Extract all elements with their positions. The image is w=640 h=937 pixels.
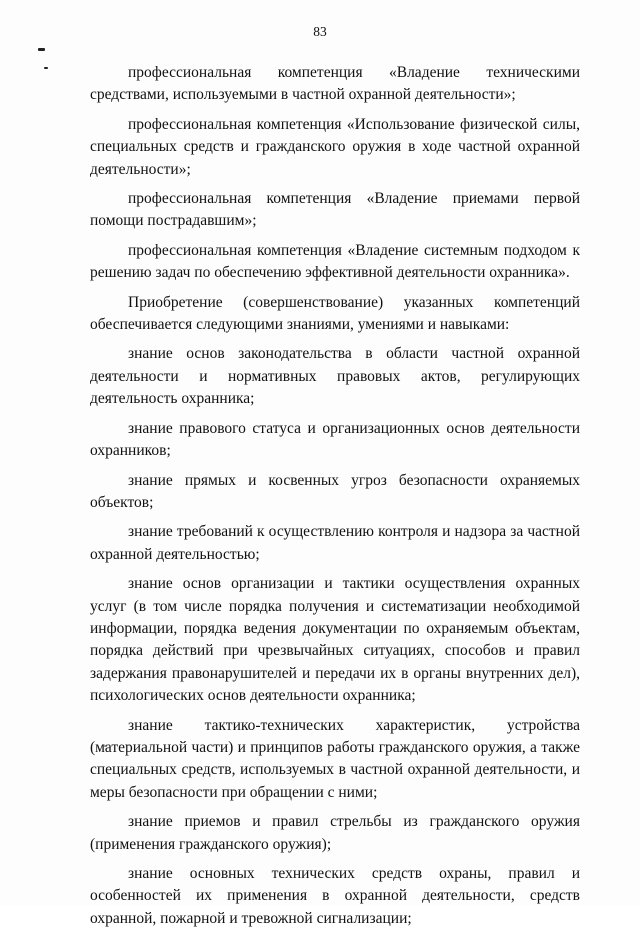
paragraph: знание приемов и правил стрельбы из гражданского оружия (применения гражданского оружия); <box>90 813 580 853</box>
paragraph: профессиональная компетенция «Владение техническими средствами, используемыми в частной охранной деятельности»; <box>90 64 580 104</box>
paragraph: знание тактико-технических характеристик, устройства (материальной части) и принципов работы гражданского оружия, а также специальных средств, используемых в частной охранной деятельности, и меры безопасности при обращении с ними; <box>90 716 580 801</box>
paragraph: знание основ организации и тактики осуществления охранных услуг (в том числе порядка получения и систематизации необходимой информации, порядка ведения документации по охраняемым объектам, порядка действий при чрезвычайных ситуациях, способов и правил задержания правонарушителей и передачи их в органы внутренних дел), психологических основ деятельности охранника; <box>90 575 580 705</box>
scan-artifact-mark <box>38 48 45 51</box>
paragraph: знание требований к осуществлению контроля и надзора за частной охранной деятельностью; <box>90 523 580 563</box>
paragraph: профессиональная компетенция «Использование физической силы, специальных средств и гражданского оружия в ходе частной охранной деятельности»; <box>90 115 580 178</box>
paragraph: профессиональная компетенция «Владение приемами первой помощи пострадавшим»; <box>90 190 580 230</box>
paragraph: знание прямых и косвенных угроз безопасности охраняемых объектов; <box>90 471 580 511</box>
paragraph: знание правового статуса и организационных основ деятельности охранников; <box>90 419 580 460</box>
page-number: 83 <box>313 24 327 39</box>
document-body <box>90 62 580 937</box>
paragraph: знание основ законодательства в области частной охранной деятельности и нормативных правовых актов, регулирующих деятельность охранника; <box>90 345 580 408</box>
paragraph: Приобретение (совершенствование) указанных компетенций обеспечивается следующими знаниями, умениями и навыками: <box>90 293 580 334</box>
paragraph: профессиональная компетенция «Владение системным подходом к решению задач по обеспечению эффективной деятельности охранника». <box>90 241 580 282</box>
paragraph: знание основных технических средств охраны, правил и особенностей их применения в охранной деятельности, средств охранной, пожарной и тревожной сигнализации; <box>90 865 580 927</box>
scan-artifact-mark <box>44 67 48 69</box>
